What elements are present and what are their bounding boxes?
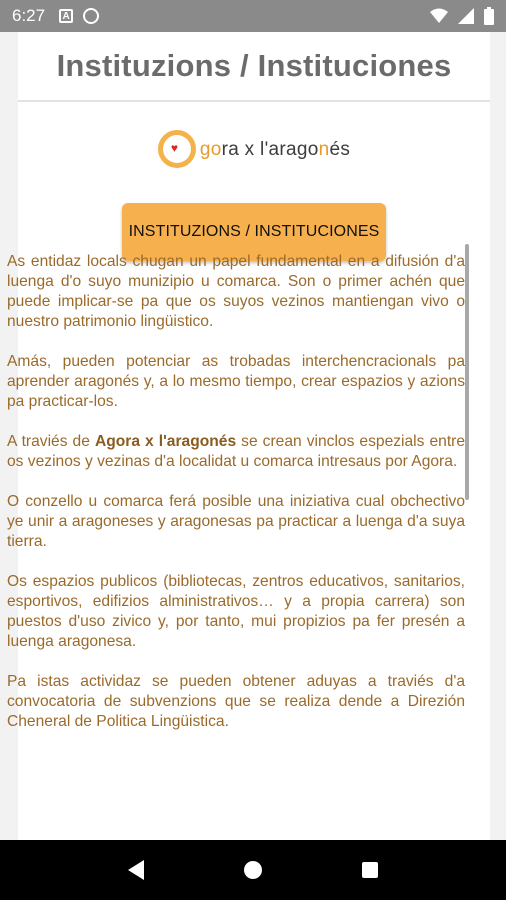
a-box-icon: A bbox=[59, 9, 73, 23]
paragraph-3: A traviés de Agora x l'aragonés se crean vinclos espezials entre os vezinos y vezinas d'a localidat u comarca intresaus por Agora. bbox=[7, 433, 466, 470]
heart-icon: ♥ bbox=[170, 141, 178, 155]
status-bar bbox=[0, 0, 506, 32]
logo-a-mark-icon bbox=[158, 128, 198, 172]
status-time: 6:27 bbox=[12, 6, 46, 25]
agora-logo bbox=[158, 128, 350, 172]
paragraph-4: O conzello u comarca ferá posible una iniziativa cual obchectivo ye unir a aragoneses y aragonesas pa practicar a luenga d'a suya tierra. bbox=[7, 493, 465, 550]
agora-bold-text: Agora x l'aragonés bbox=[94, 433, 237, 450]
home-icon[interactable] bbox=[244, 861, 262, 879]
logo-text: gora x l'aragonés bbox=[199, 139, 351, 160]
scrollbar[interactable] bbox=[465, 244, 469, 500]
status-right-icons bbox=[430, 7, 494, 25]
content-text bbox=[7, 252, 465, 752]
instituciones-banner-button[interactable]: INSTITUZIONS / INSTITUCIONES bbox=[122, 203, 386, 261]
paragraph-6: Pa istas actividaz se pueden obtener aduyas a traviés d'a convocatoria de subvenzions que se realiza dende a Direzión Cheneral de Politica Lingüistica. bbox=[7, 673, 465, 730]
back-icon[interactable] bbox=[128, 860, 144, 880]
paragraph-2: Amás, pueden potenciar as trobadas interchencracionals pa aprender aragonés y, a lo mesmo tiempo, crear espazios y azions pa practicar-los. bbox=[7, 353, 465, 410]
paragraph-1: As entidaz locals chugan un papel fundamental en a difusión d'a luenga d'o suyo munizipio u comarca. Son o primer achén que puede implicar-se pa que os suyos vezinos mantiengan vivo o nuestro patrimonio lingüistico. bbox=[7, 253, 465, 330]
at-circle-icon bbox=[83, 8, 99, 24]
header bbox=[18, 32, 490, 102]
page-title: Instituzions / Instituciones bbox=[56, 48, 452, 83]
wifi-icon bbox=[430, 8, 448, 24]
navigation-bar bbox=[0, 840, 506, 900]
status-left-icons bbox=[59, 8, 99, 24]
recent-apps-icon[interactable] bbox=[362, 862, 378, 878]
signal-icon bbox=[458, 8, 474, 24]
battery-icon bbox=[484, 7, 494, 25]
paragraph-5: Os espazios publicos (bibliotecas, zentros educativos, sanitarios, esportivos, edifizios alministrativos… y a propia carrera) son puestos d'uso zivico y, por tanto, mui propizios pa fer presén a luenga aragonesa. bbox=[7, 573, 465, 650]
logo-row bbox=[18, 102, 490, 198]
